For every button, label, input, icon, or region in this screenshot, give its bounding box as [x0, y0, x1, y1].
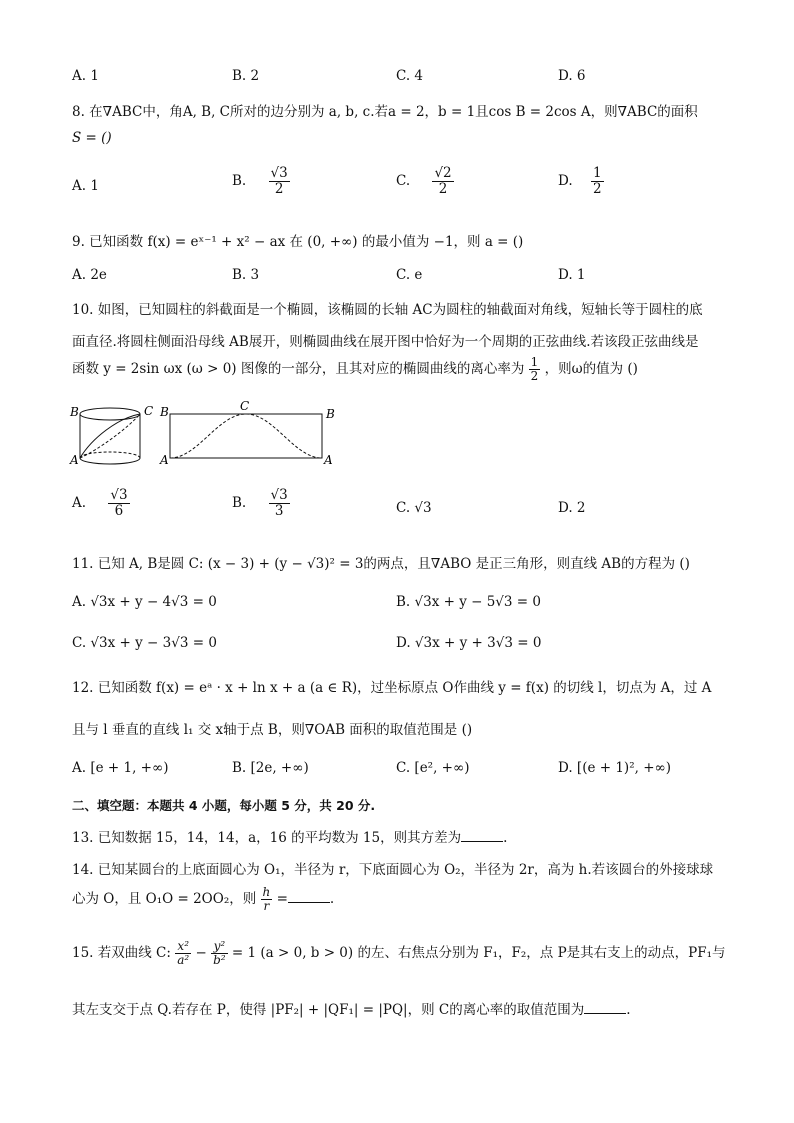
q10-option-a-label: A.: [72, 494, 87, 511]
fig-label-b3: B: [326, 407, 335, 421]
q13-answer-blank[interactable]: [461, 827, 503, 842]
fig-label-a2: A: [160, 453, 169, 467]
fig-label-a3: A: [324, 453, 333, 467]
unrolled-sine-curve: [170, 414, 322, 458]
q9-text: 9. 已知函数 f(x) = eˣ⁻¹ + x² − ax 在 (0, +∞) 的最小值为 −1，则 a = (): [72, 234, 524, 250]
q14-frac-numerator: h: [262, 885, 271, 899]
q8-option-c[interactable]: [396, 166, 454, 197]
q10-option-c[interactable]: C. √3: [396, 500, 432, 516]
q11-option-b[interactable]: B. √3x + y − 5√3 = 0: [396, 594, 541, 610]
q12-option-c[interactable]: C. [e², +∞): [396, 760, 470, 776]
q8-option-d[interactable]: [558, 166, 604, 197]
fig-label-a1: A: [70, 453, 79, 467]
q8-option-b-label: B.: [232, 172, 247, 189]
q12-options: [72, 760, 722, 800]
q11-options-row1: [72, 594, 722, 634]
q10-line1: 10. 如图，已知圆柱的斜截面是一个椭圆，该椭圆的长轴 AC为圆柱的轴截面对角线，短轴长等于圆柱的底: [72, 302, 703, 318]
q8-option-d-label: D.: [558, 172, 573, 189]
q15-line2-text: 其左支交于点 Q.若存在 P，使得 |PF₂| + |QF₁| = |PQ|，则 C的离心率的取值范围为: [72, 1002, 585, 1018]
q12-option-d[interactable]: D. [(e + 1)², +∞): [558, 760, 672, 776]
q14-line1: 14. 已知某圆台的上底面圆心为 O₁，半径为 r，下底面圆心为 O₂，半径为 2r，高为 h.若该圆台的外接球球: [72, 862, 714, 878]
q14-line2: [72, 886, 722, 913]
q11-text: 11. 已知 A, B是圆 C: (x − 3) + (y − √3)² = 3的两点，且∇ABO 是正三角形，则直线 AB的方程为 (): [72, 556, 690, 572]
q7-option-a[interactable]: A. 1: [72, 68, 99, 84]
q9-option-c[interactable]: C. e: [396, 267, 423, 283]
q10-option-a-denominator: 6: [114, 502, 124, 519]
q10-option-a[interactable]: [72, 488, 130, 519]
q9-option-a[interactable]: A. 2e: [72, 267, 107, 283]
q10-line3-post: ，则ω的值为 (): [544, 361, 638, 378]
q15-frac1-numerator: x²: [175, 940, 191, 954]
q14-end: .: [329, 891, 335, 908]
q8-line1: 8. 在∇ABC中，角A, B, C所对的边分别为 a, b, c.若a = 2，b = 1且cos B = 2cos A，则∇ABC的面积: [72, 104, 698, 120]
section-2-heading: 二、填空题：本题共 4 小题，每小题 5 分，共 20 分.: [72, 798, 376, 813]
cylinder-slant-front: [80, 414, 140, 458]
q9-option-b[interactable]: B. 3: [232, 267, 260, 283]
cylinder-top-ellipse: [80, 408, 140, 420]
q10-option-b-label: B.: [232, 494, 247, 511]
q14-answer-blank[interactable]: [288, 888, 330, 903]
q15-answer-blank[interactable]: [584, 999, 626, 1014]
q15-frac2-numerator: y²: [211, 940, 228, 954]
unrolled-rectangle: [170, 414, 322, 458]
q7-option-d[interactable]: D. 6: [558, 68, 586, 84]
q7-option-c[interactable]: C. 4: [396, 68, 424, 84]
q15-end: .: [626, 1002, 631, 1018]
q8-option-b-denominator: 2: [274, 180, 284, 197]
q10-eccentricity-denominator: 2: [530, 369, 539, 384]
q7-option-b[interactable]: B. 2: [232, 68, 260, 84]
q8-option-c-label: C.: [396, 172, 411, 189]
q11-option-a[interactable]: A. √3x + y − 4√3 = 0: [72, 594, 217, 610]
q11-option-d[interactable]: D. √3x + y + 3√3 = 0: [396, 635, 542, 651]
q10-option-b-numerator: √3: [270, 487, 288, 503]
q15-line1: [72, 939, 726, 968]
fig-label-b1: B: [70, 405, 79, 419]
q13-text: 13. 已知数据 15，14，14，a，16 的平均数为 15，则其方差为: [72, 830, 462, 846]
q10-eccentricity-numerator: 1: [530, 355, 539, 369]
q15-line1-post: = 1 (a > 0, b > 0) 的左、右焦点分别为 F₁，F₂，点 P是其右支上的动点，PF₁与: [231, 945, 726, 962]
q14-line2-pre: 心为 O，且 O₁O = 2OO₂，则: [72, 891, 257, 908]
q10-line3: [72, 356, 722, 383]
q10-option-b[interactable]: [232, 488, 290, 519]
q10-line2: 面直径.将圆柱侧面沿母线 AB展开，则椭圆曲线在展开图中恰好为一个周期的正弦曲线.若该段正弦曲线是: [72, 334, 699, 350]
q14-frac-denominator: r: [263, 899, 270, 914]
q8-option-d-denominator: 2: [592, 180, 602, 197]
q12-line1: 12. 已知函数 f(x) = eᵃ · x + ln x + a (a ∈ R)，过坐标原点 O作曲线 y = f(x) 的切线 l，切点为 A，过 A: [72, 680, 712, 696]
q8-option-b[interactable]: [232, 166, 290, 197]
q10-cylinder-figure: [68, 398, 348, 470]
q10-line3-pre: 函数 y = 2sin ωx (ω > 0) 图像的一部分，且其对应的椭圆曲线的离心率为: [72, 361, 525, 378]
fig-label-c1: C: [144, 404, 154, 418]
q8-option-a[interactable]: A. 1: [72, 178, 99, 194]
q12-option-b[interactable]: B. [2e, +∞): [232, 760, 309, 776]
q11-options-row2: [72, 635, 722, 675]
q8-option-b-numerator: √3: [270, 165, 288, 181]
q12-option-a[interactable]: A. [e + 1, +∞): [72, 760, 169, 776]
cylinder-slant-ellipse: [80, 414, 140, 458]
q9-option-d[interactable]: D. 1: [558, 267, 586, 283]
q8-option-d-numerator: 1: [592, 165, 602, 181]
fig-label-b2: B: [160, 405, 169, 419]
q15-minus: −: [195, 945, 207, 962]
fig-label-c2: C: [240, 399, 250, 413]
q10-options: [72, 488, 722, 528]
q15-frac2-denominator: b²: [213, 953, 226, 968]
cylinder-bottom-front: [80, 458, 140, 464]
q8-option-c-numerator: √2: [434, 165, 452, 181]
q8-option-c-denominator: 2: [438, 180, 448, 197]
q8-options: [72, 166, 722, 206]
q15-frac1-denominator: a²: [177, 953, 190, 968]
q10-option-b-denominator: 3: [274, 502, 284, 519]
q15-line2: [72, 998, 722, 1018]
q13-line: [72, 826, 722, 846]
q11-option-c[interactable]: C. √3x + y − 3√3 = 0: [72, 635, 217, 651]
q8-line2: S = (): [72, 130, 112, 146]
q10-option-a-numerator: √3: [110, 487, 128, 503]
q15-line1-pre: 15. 若双曲线 C:: [72, 945, 171, 962]
q10-option-d[interactable]: D. 2: [558, 500, 586, 516]
q14-line2-post: =: [276, 891, 288, 908]
q13-end: .: [503, 830, 508, 846]
q12-line2: 且与 l 垂直的直线 l₁ 交 x轴于点 B，则∇OAB 面积的取值范围是 (): [72, 722, 473, 738]
